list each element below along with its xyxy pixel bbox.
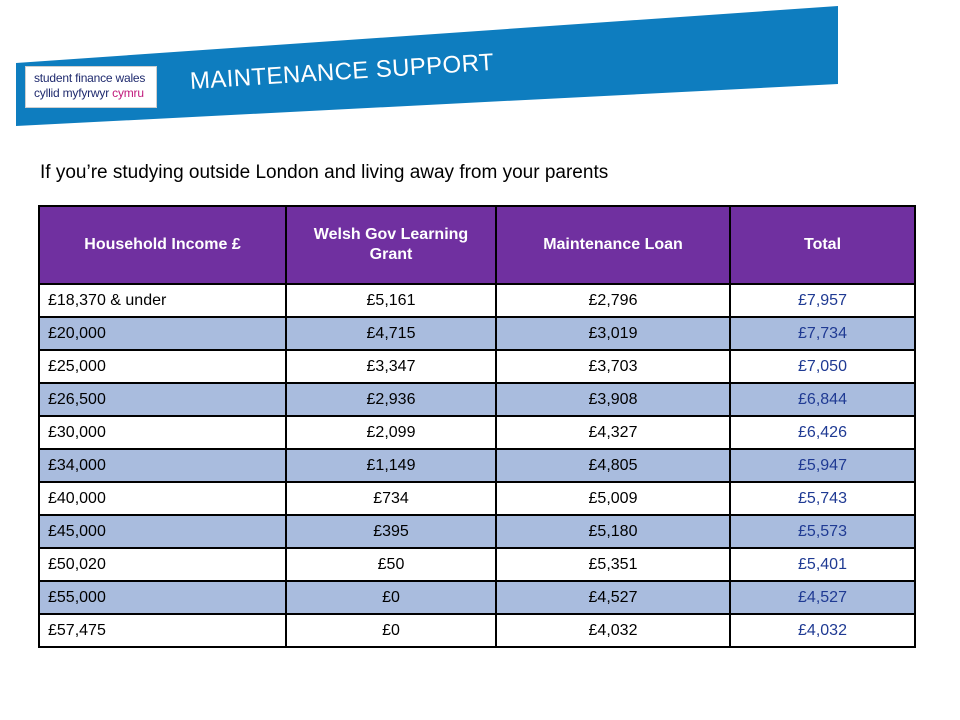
logo-line-welsh-b: cymru xyxy=(112,86,144,100)
income-cell: £25,000 xyxy=(39,350,286,383)
grant-cell: £0 xyxy=(286,614,496,647)
income-cell: £45,000 xyxy=(39,515,286,548)
header-household-income: Household Income £ xyxy=(39,206,286,284)
total-cell: £7,050 xyxy=(730,350,915,383)
table-body xyxy=(39,284,915,647)
table-row xyxy=(39,284,915,317)
logo-line-welsh xyxy=(34,86,156,101)
income-cell: £34,000 xyxy=(39,449,286,482)
table-row xyxy=(39,614,915,647)
loan-cell: £4,805 xyxy=(496,449,730,482)
loan-cell: £4,527 xyxy=(496,581,730,614)
loan-cell: £4,032 xyxy=(496,614,730,647)
grant-cell: £2,099 xyxy=(286,416,496,449)
logo-line-welsh-a: cyllid myfyrwyr xyxy=(34,86,113,100)
grant-cell: £4,715 xyxy=(286,317,496,350)
header-learning-grant: Welsh Gov Learning Grant xyxy=(286,206,496,284)
income-cell: £50,020 xyxy=(39,548,286,581)
loan-cell: £3,908 xyxy=(496,383,730,416)
total-cell: £4,527 xyxy=(730,581,915,614)
table-row xyxy=(39,515,915,548)
table-row xyxy=(39,416,915,449)
total-cell: £5,401 xyxy=(730,548,915,581)
grant-cell: £1,149 xyxy=(286,449,496,482)
total-cell: £6,426 xyxy=(730,416,915,449)
banner-title: MAINTENANCE SUPPORT xyxy=(189,48,495,95)
table-row xyxy=(39,482,915,515)
table-header-row xyxy=(39,206,915,284)
loan-cell: £5,009 xyxy=(496,482,730,515)
loan-cell: £4,327 xyxy=(496,416,730,449)
loan-cell: £5,180 xyxy=(496,515,730,548)
total-cell: £7,957 xyxy=(730,284,915,317)
header-maintenance-loan: Maintenance Loan xyxy=(496,206,730,284)
total-cell: £4,032 xyxy=(730,614,915,647)
loan-cell: £3,019 xyxy=(496,317,730,350)
loan-cell: £2,796 xyxy=(496,284,730,317)
income-cell: £55,000 xyxy=(39,581,286,614)
table-row xyxy=(39,383,915,416)
income-cell: £30,000 xyxy=(39,416,286,449)
table-row xyxy=(39,350,915,383)
income-cell: £20,000 xyxy=(39,317,286,350)
grant-cell: £0 xyxy=(286,581,496,614)
income-cell: £57,475 xyxy=(39,614,286,647)
header-total: Total xyxy=(730,206,915,284)
grant-cell: £3,347 xyxy=(286,350,496,383)
grant-cell: £50 xyxy=(286,548,496,581)
loan-cell: £3,703 xyxy=(496,350,730,383)
page-subtitle: If you’re studying outside London and living away from your parents xyxy=(40,162,609,183)
total-cell: £5,573 xyxy=(730,515,915,548)
loan-cell: £5,351 xyxy=(496,548,730,581)
grant-cell: £5,161 xyxy=(286,284,496,317)
total-cell: £5,743 xyxy=(730,482,915,515)
income-cell: £18,370 & under xyxy=(39,284,286,317)
table-row xyxy=(39,581,915,614)
logo-line-english: student finance wales xyxy=(34,71,146,85)
total-cell: £7,734 xyxy=(730,317,915,350)
maintenance-support-table xyxy=(38,205,916,648)
total-cell: £5,947 xyxy=(730,449,915,482)
income-cell: £40,000 xyxy=(39,482,286,515)
table-row xyxy=(39,317,915,350)
table-row xyxy=(39,449,915,482)
total-cell: £6,844 xyxy=(730,383,915,416)
income-cell: £26,500 xyxy=(39,383,286,416)
grant-cell: £734 xyxy=(286,482,496,515)
grant-cell: £395 xyxy=(286,515,496,548)
table-row xyxy=(39,548,915,581)
student-finance-wales-logo xyxy=(25,66,157,108)
grant-cell: £2,936 xyxy=(286,383,496,416)
